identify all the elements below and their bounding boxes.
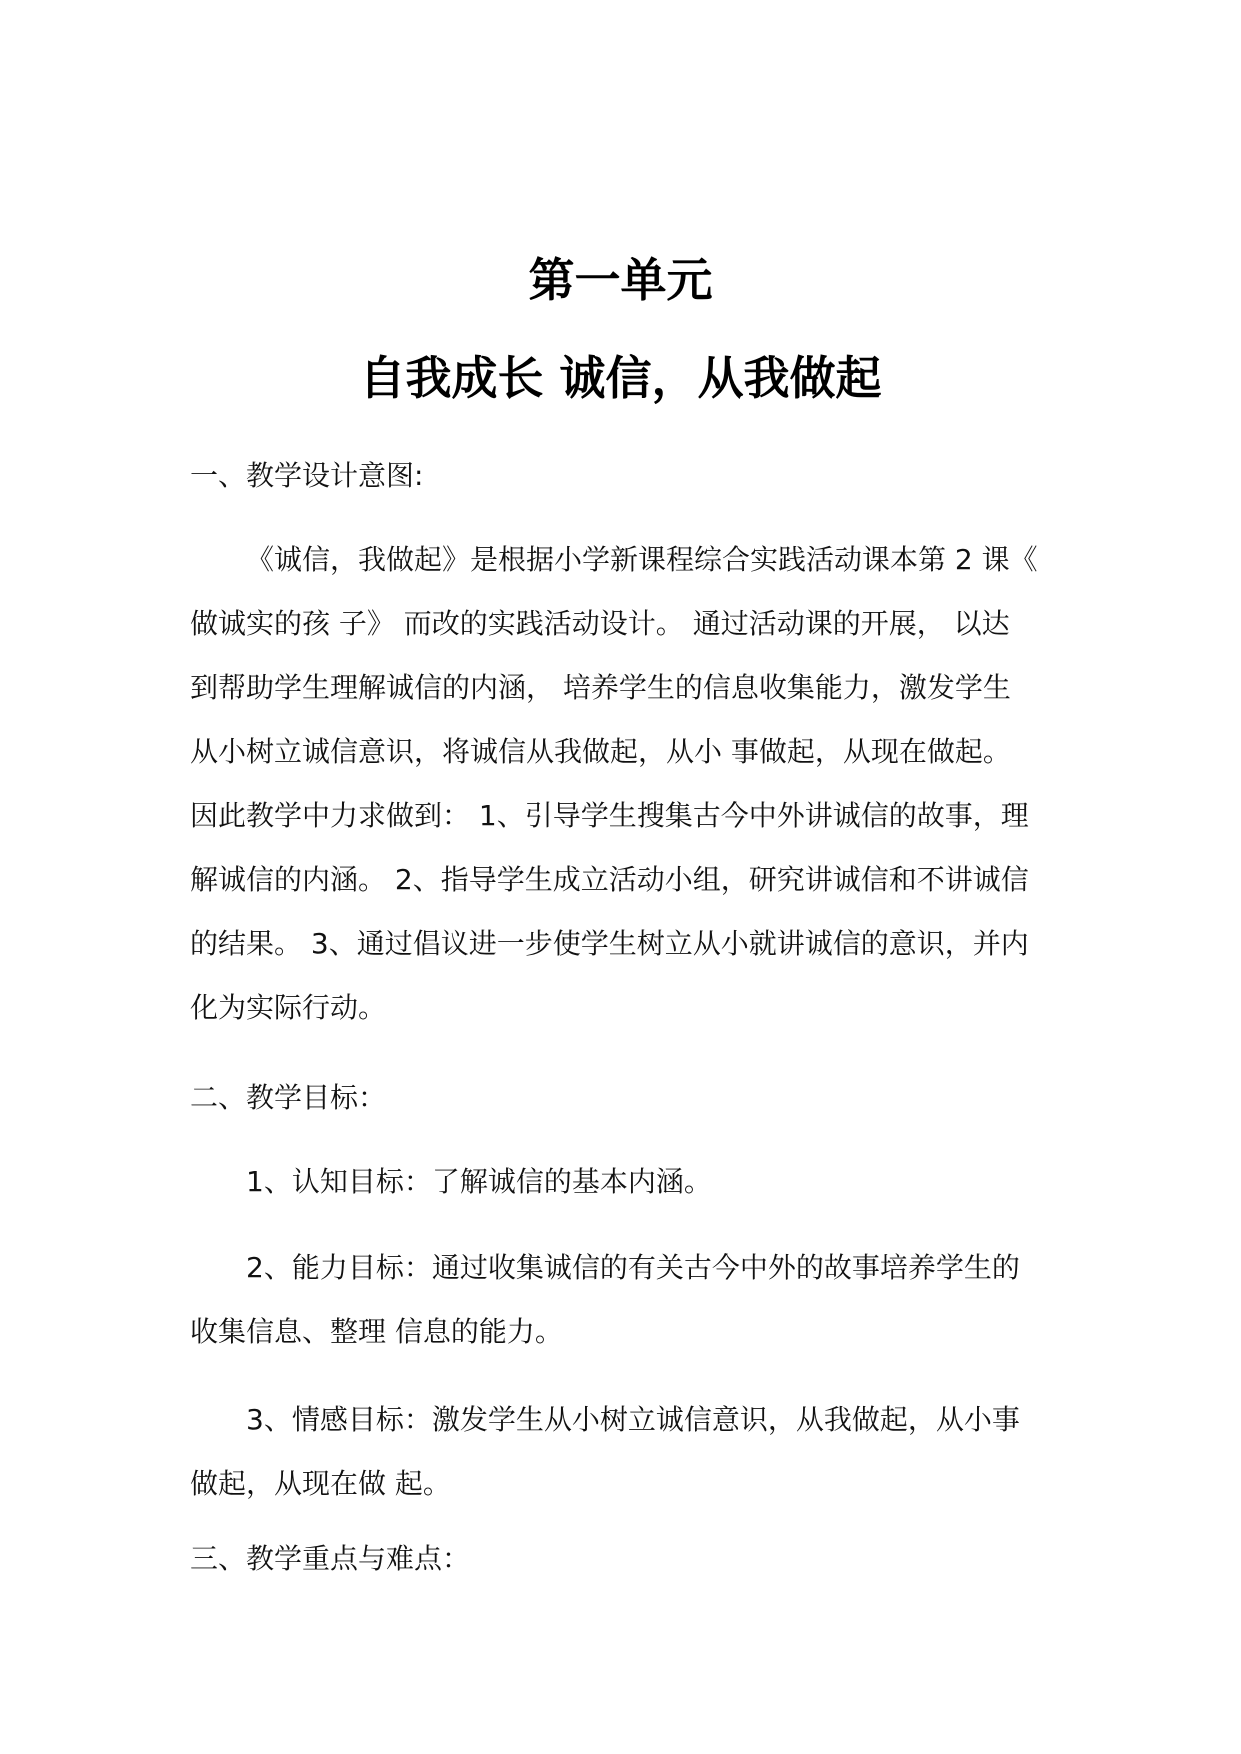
paragraph-line: 做诚实的孩 子》 而改的实践活动设计。 通过活动课的开展， 以达 bbox=[190, 607, 1010, 640]
unit-title: 第一单元 bbox=[528, 253, 713, 307]
paragraph-line: 《诚信，我做起》是根据小学新课程综合实践活动课本第 2 课《 bbox=[246, 543, 1038, 576]
paragraph-line: 的结果。 3、通过倡议进一步使学生树立从小就讲诚信的意识，并内 bbox=[190, 927, 1029, 960]
paragraph-line: 做起，从现在做 起。 bbox=[190, 1467, 451, 1500]
goal-ability bbox=[190, 1236, 1080, 1364]
paragraph-line: 从小树立诚信意识，将诚信从我做起，从小 事做起，从现在做起。 bbox=[190, 735, 1011, 768]
section-heading-design-intent: 一、教学设计意图: bbox=[190, 459, 424, 492]
paragraph-line: 解诚信的内涵。 2、指导学生成立活动小组，研究讲诚信和不讲诚信 bbox=[190, 863, 1029, 896]
lesson-title: 自我成长 诚信，从我做起 bbox=[359, 351, 882, 405]
paragraph-line: 2、能力目标：通过收集诚信的有关古今中外的故事培养学生的 bbox=[246, 1251, 1020, 1284]
goal-cognitive bbox=[190, 1150, 1080, 1214]
design-intent-paragraph bbox=[190, 528, 1080, 1040]
section-heading-key-points: 三、教学重点与难点： bbox=[190, 1542, 471, 1575]
section-heading-teaching-goals: 二、教学目标： bbox=[190, 1081, 387, 1114]
paragraph-line: 收集信息、整理 信息的能力。 bbox=[190, 1315, 563, 1348]
paragraph-line: 化为实际行动。 bbox=[190, 991, 387, 1024]
paragraph-line: 到帮助学生理解诚信的内涵， 培养学生的信息收集能力，激发学生 bbox=[190, 671, 1011, 704]
paragraph-line: 1、认知目标：了解诚信的基本内涵。 bbox=[246, 1165, 712, 1198]
paragraph-line: 3、情感目标：激发学生从小树立诚信意识，从我做起，从小事 bbox=[246, 1403, 1020, 1436]
paragraph-line: 因此教学中力求做到： 1、引导学生搜集古今中外讲诚信的故事，理 bbox=[190, 799, 1029, 832]
goal-emotion bbox=[190, 1388, 1080, 1516]
